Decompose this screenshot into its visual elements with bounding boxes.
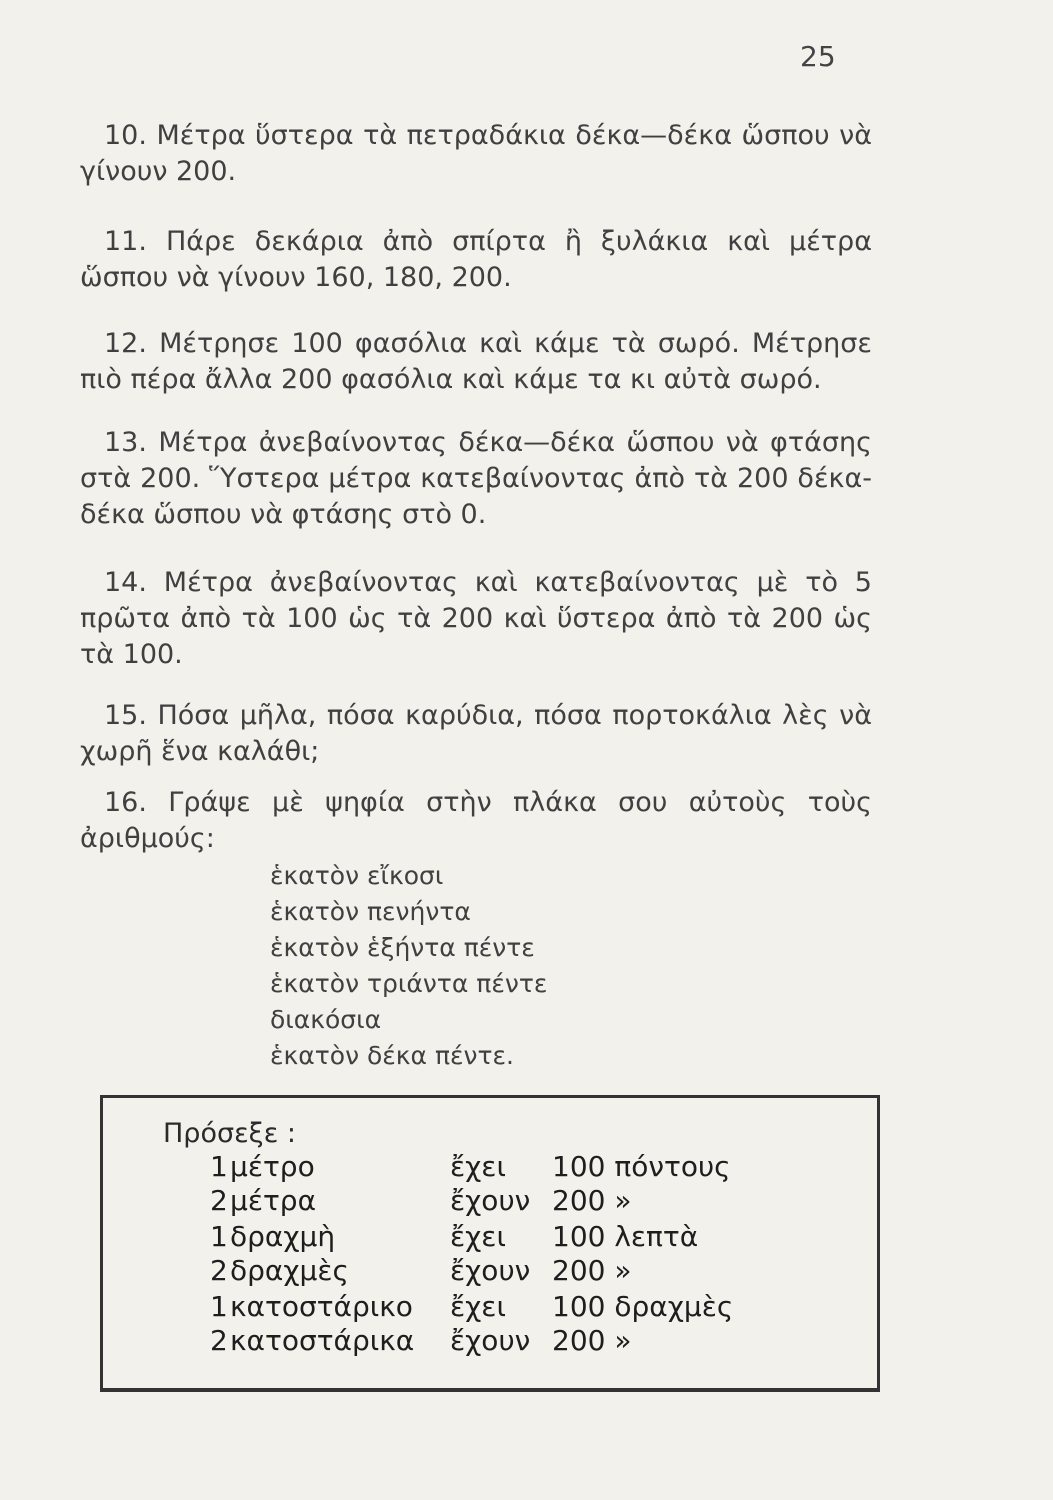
note-amount: 100 λεπτὰ [552,1220,699,1253]
exercise-text: Γράψε μὲ ψηφία στὴν πλάκα σου αὐτοὺς τοὺς ἀριθμούς: [80,787,872,854]
note-qty: 2 [210,1324,228,1357]
note-qty: 2 [210,1184,228,1217]
exercise-number: 13. [104,427,147,458]
note-qty: 1 [210,1220,228,1253]
exercise-14 [80,565,872,673]
exercise-16 [80,785,872,857]
note-title: Πρόσεξε : [163,1118,296,1149]
note-qty: 1 [210,1290,228,1323]
note-verb: ἔχει [450,1290,506,1323]
exercise-text: Πόσα μῆλα, πόσα καρύδια, πόσα πορτοκάλια λὲς νὰ χωρῆ ἕνα καλάθι; [80,700,872,767]
list-item: ἑκατὸν δέκα πέντε. [270,1041,514,1070]
exercise-12 [80,326,872,398]
note-verb: ἔχουν [450,1184,531,1217]
note-amount: 100 δραχμὲς [552,1290,734,1323]
exercise-number: 10. [104,120,147,151]
note-qty: 2 [210,1254,228,1287]
note-verb: ἔχουν [450,1324,531,1357]
note-unit: μέτρα [230,1184,317,1217]
list-item: ἑκατὸν εἴκοσι [270,861,444,890]
exercise-text: Πάρε δεκάρια ἀπὸ σπίρτα ἢ ξυλάκια καὶ μέτρα ὥσπου νὰ γίνουν 160, 180, 200. [80,226,872,293]
list-item: ἑκατὸν τριάντα πέντε [270,969,548,998]
note-unit: δραχμὲς [230,1254,349,1287]
list-item: ἑκατὸν ἑξήντα πέντε [270,933,535,962]
list-item: διακόσια [270,1005,382,1034]
exercise-number: 16. [104,787,147,818]
note-unit: δραχμὴ [230,1220,336,1253]
note-amount: 100 πόντους [552,1150,731,1183]
numbers-list [270,858,547,1074]
note-box [100,1095,880,1392]
exercise-text: Μέτρα ὕστερα τὰ πετραδάκια δέκα—δέκα ὥσπου νὰ γίνουν 200. [80,120,872,187]
exercise-text: Μέτρησε 100 φασόλια καὶ κάμε τὰ σωρό. Μέτρησε πιὸ πέρα ἄλλα 200 φασόλια καὶ κάμε τα κι αὐτὰ σωρό. [80,328,872,395]
exercise-number: 15. [104,700,147,731]
exercise-13 [80,425,872,533]
exercise-number: 12. [104,328,147,359]
list-item: ἑκατὸν πενήντα [270,897,471,926]
exercise-15 [80,698,872,770]
exercise-number: 14. [104,567,147,598]
note-verb: ἔχει [450,1150,506,1183]
note-unit: κατοστάρικο [230,1290,413,1323]
note-amount: 200 » [552,1254,632,1287]
exercise-number: 11. [104,226,147,257]
note-verb: ἔχει [450,1220,506,1253]
note-unit: κατοστάρικα [230,1324,415,1357]
note-verb: ἔχουν [450,1254,531,1287]
exercise-text: Μέτρα ἀνεβαίνοντας δέκα—δέκα ὥσπου νὰ φτάσης στὰ 200. Ὕστερα μέτρα κατεβαίνοντας ἀπὸ τὰ 200 δέκα-δέκα ὥσπου νὰ φτάσης στὸ 0. [80,427,872,530]
note-unit: μέτρο [230,1150,315,1183]
exercise-11 [80,224,872,296]
exercise-text: Μέτρα ἀνεβαίνοντας καὶ κατεβαίνοντας μὲ τὸ 5 πρῶτα ἀπὸ τὰ 100 ὡς τὰ 200 καὶ ὕστερα ἀπὸ τὰ 200 ὡς τὰ 100. [80,567,872,670]
page-number: 25 [800,40,836,73]
note-amount: 200 » [552,1324,632,1357]
exercise-10 [80,118,872,190]
note-qty: 1 [210,1150,228,1183]
note-amount: 200 » [552,1184,632,1217]
